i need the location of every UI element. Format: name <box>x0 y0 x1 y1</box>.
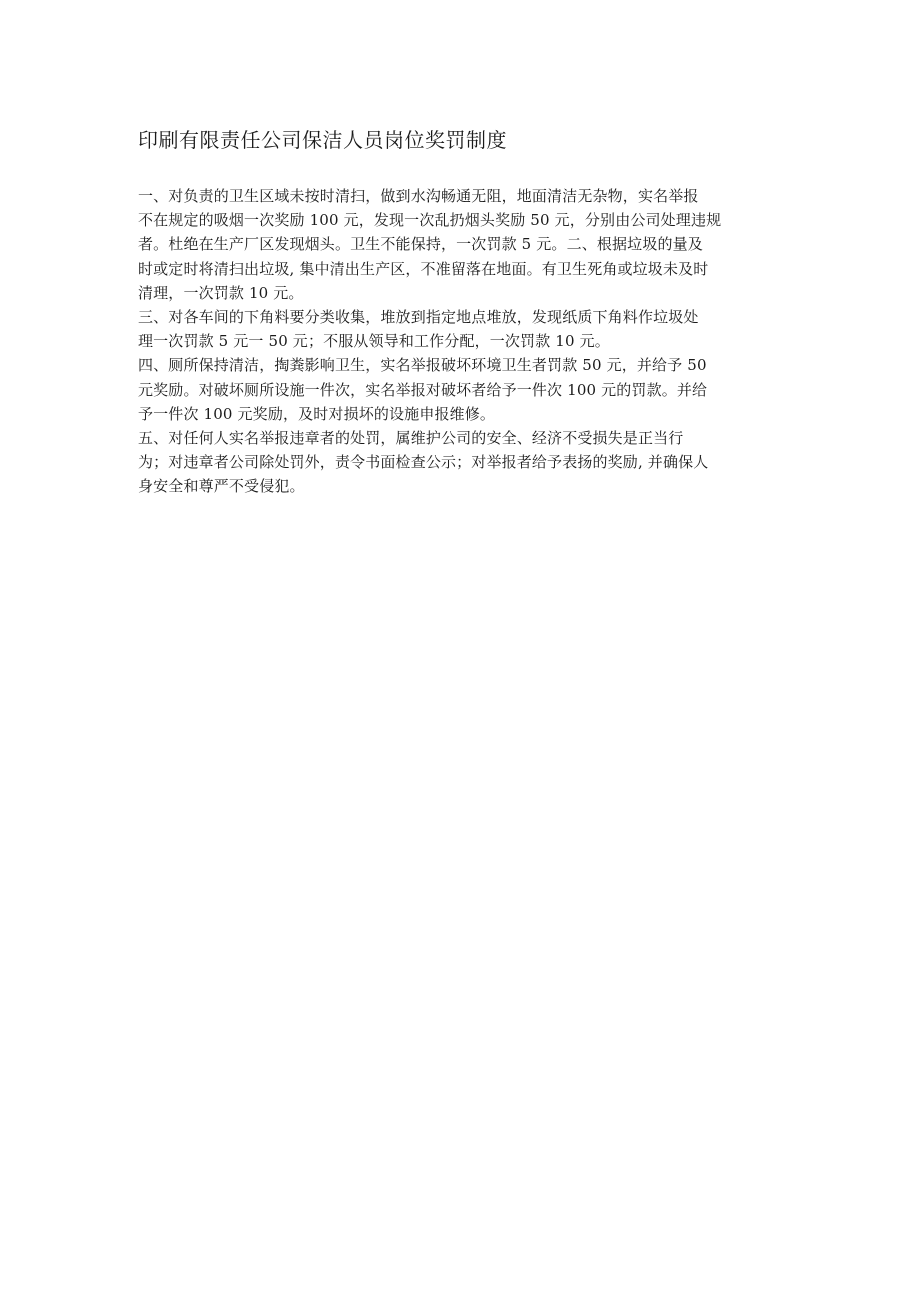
document-body <box>138 184 784 498</box>
body-line: 元奖励。对破坏厕所设施一件次，实名举报对破坏者给予一件次 100 元的罚款。并给 <box>138 380 708 399</box>
body-line: 三、对各车间的下角料要分类收集，堆放到指定地点堆放，发现纸质下角料作垃圾处 <box>138 307 699 326</box>
body-line: 清理，一次罚款 10 元。 <box>138 283 304 302</box>
body-line: 一、对负责的卫生区域未按时清扫，做到水沟畅通无阻，地面清洁无杂物，实名举报 <box>138 187 699 205</box>
body-line: 身安全和尊严不受侵犯。 <box>138 477 305 496</box>
body-line: 予一件次 100 元奖励，及时对损坏的设施申报维修。 <box>138 404 496 423</box>
body-line: 理一次罚款 5 元一 50 元；不服从领导和工作分配，一次罚款 10 元。 <box>138 332 610 351</box>
body-line: 五、对任何人实名举报违章者的处罚，属维护公司的安全、经济不受损失是正当行 <box>138 428 684 447</box>
body-line: 四、厕所保持清洁，掏粪影响卫生，实名举报破坏环境卫生者罚款 50 元，并给予 50 <box>138 356 707 375</box>
body-line: 为；对违章者公司除处罚外，责令书面检查公示；对举报者给予表扬的奖励, 并确保人 <box>138 453 709 472</box>
body-line: 不在规定的吸烟一次奖励 100 元，发现一次乱扔烟头奖励 50 元，分别由公司处理违规 <box>138 211 722 230</box>
body-line: 者。杜绝在生产厂区发现烟头。卫生不能保持，一次罚款 5 元。二、根据垃圾的量及 <box>138 235 703 254</box>
document-title: 印刷有限责任公司保洁人员岗位奖罚制度 <box>138 128 507 152</box>
body-line: 时或定时将清扫出垃圾, 集中清出生产区，不准留落在地面。有卫生死角或垃圾未及时 <box>138 259 709 278</box>
